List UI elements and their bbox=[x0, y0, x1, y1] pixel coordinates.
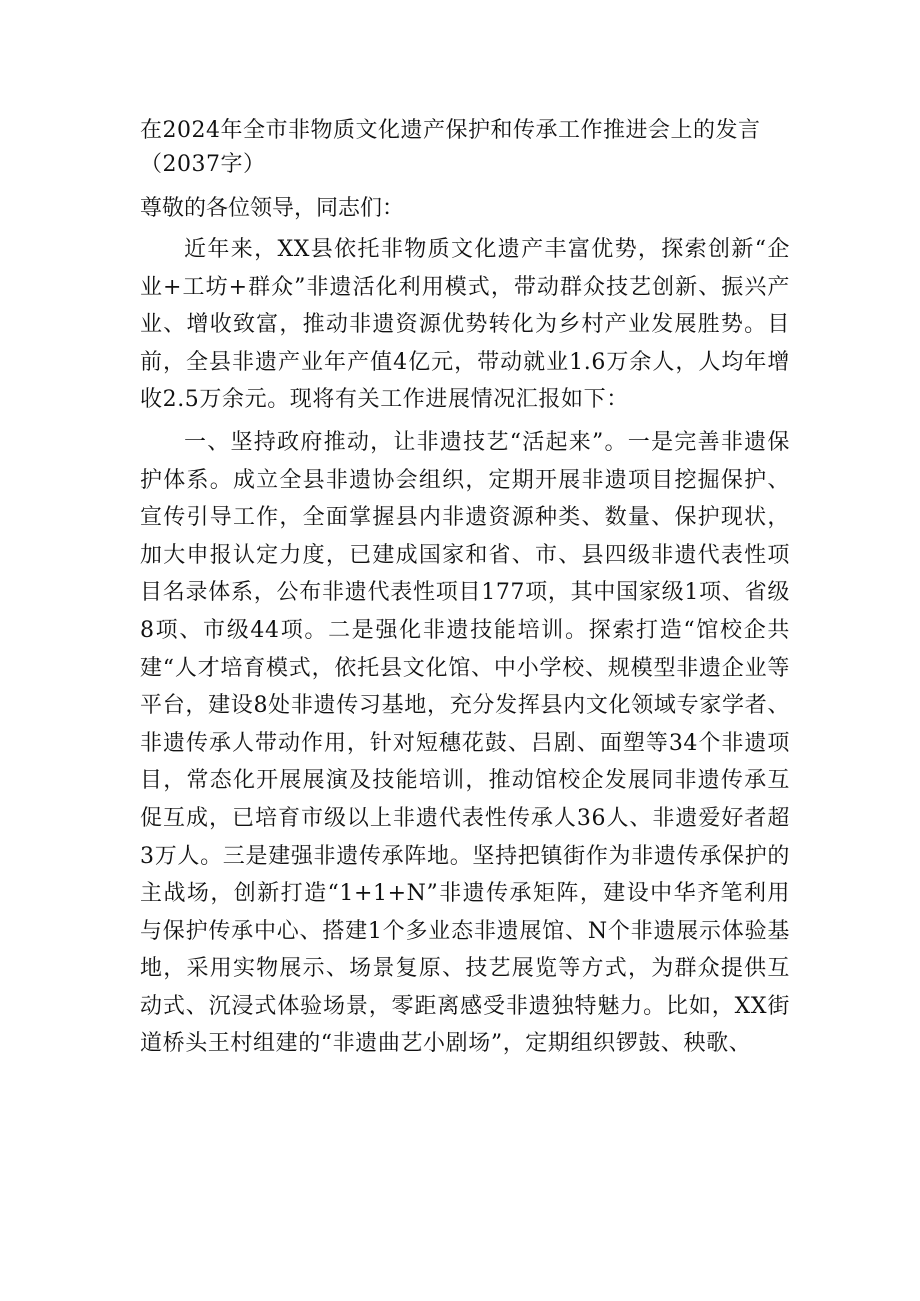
paragraph-intro: 近年来，XX县依托非物质文化遗产丰富优势，探索创新“企业+工坊+群众”非遗活化利用模式，带动群众技艺创新、振兴产业、增收致富，推动非遗资源优势转化为乡村产业发展胜势。目前，全县非遗产业年产值4亿元，带动就业1.6万余人，人均年增收2.5万余元。现将有关工作进展情况汇报如下： bbox=[140, 237, 790, 413]
document-title: 在2024年全市非物质文化遗产保护和传承工作推进会上的发言（2037字） bbox=[140, 118, 761, 177]
paragraph-section-one: 一、坚持政府推动，让非遗技艺“活起来”。一是完善非遗保护体系。成立全县非遗协会组织，定期开展非遗项目挖掘保护、宣传引导工作，全面掌握县内非遗资源种类、数量、保护现状，加大申报认定力度，已建成国家和省、市、县四级非遗代表性项目名录体系，公布非遗代表性项目177项，其中国家级1项、省级8项、市级44项。二是强化非遗技能培训。探索打造“馆校企共建“人才培育模式，依托县文化馆、中小学校、规模型非遗企业等平台，建设8处非遗传习基地，充分发挥县内文化领域专家学者、非遗传承人带动作用，针对短穗花鼓、吕剧、面塑等34个非遗项目，常态化开展展演及技能培训，推动馆校企发展同非遗传承互促互成，已培育市级以上非遗代表性传承人36人、非遗爱好者超3万人。三是建强非遗传承阵地。坚持把镇街作为非遗传承保护的主战场，创新打造“1+1+N”非遗传承矩阵，建设中华齐笔利用与保护传承中心、搭建1个多业态非遗展馆、N个非遗展示体验基地，采用实物展示、场景复原、技艺展览等方式，为群众提供互动式、沉浸式体验场景，零距离感受非遗独特魅力。比如，XX街道桥头王村组建的“非遗曲艺小剧场”，定期组织锣鼓、秧歌、 bbox=[140, 429, 790, 1057]
document-body bbox=[140, 114, 790, 1063]
salutation: 尊敬的各位领导，同志们： bbox=[140, 196, 405, 221]
